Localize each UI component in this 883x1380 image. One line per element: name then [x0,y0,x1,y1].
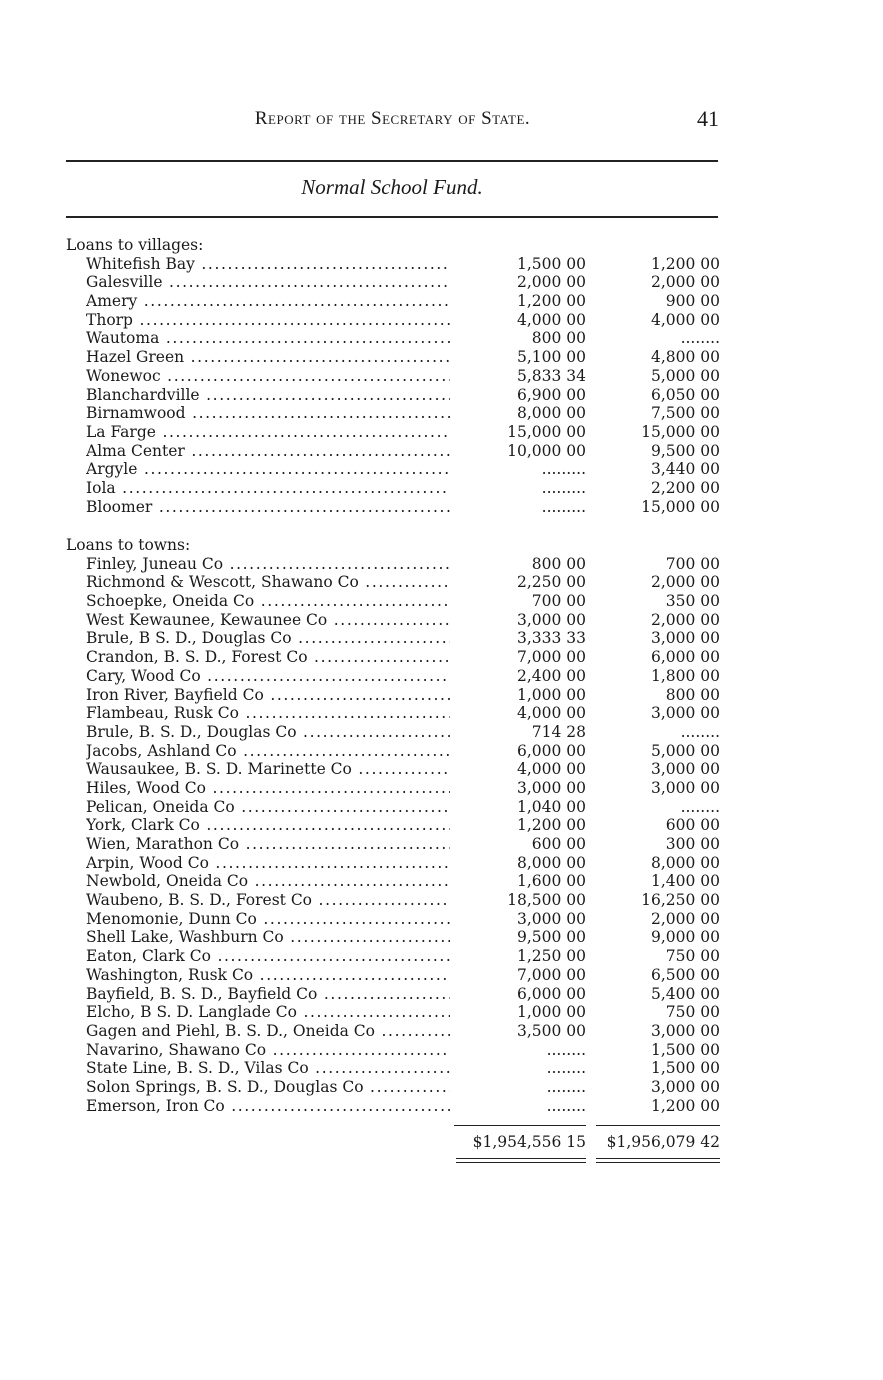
amount-column-1: 8,000 00 [516,404,586,423]
amount-column-2: 6,500 00 [650,965,720,984]
amount-column-2: 750 00 [665,947,720,966]
loan-name: Amery ..... [86,292,450,311]
table-row [66,760,718,779]
amount-column-2: 2,200 00 [650,478,720,497]
table-row [66,891,718,910]
loan-name: Crandon, B. S. D., Forest Co ..... [86,648,450,667]
loan-name: Eaton, Clark Co ..... [86,947,450,966]
amount-column-1: 1,000 00 [516,1003,586,1022]
loan-name: Bloomer ..... [86,498,450,517]
loan-name: Schoepke, Oneida Co ..... [86,592,450,611]
loan-name: Wausaukee, B. S. D. Marinette Co ..... [86,760,450,779]
table-row [66,367,718,386]
amount-column-2: 1,200 00 [650,254,720,273]
amount-column-1: 1,250 00 [516,947,586,966]
loan-name: Thorp ..... [86,311,450,330]
title-rule [66,216,718,218]
amount-column-1: 714 28 [531,722,586,741]
loan-name: Solon Springs, B. S. D., Douglas Co ..... [86,1078,450,1097]
amount-column-2: 6,050 00 [650,385,720,404]
loan-name: Waubeno, B. S. D., Forest Co ..... [86,891,450,910]
page-number: 41 [697,106,719,131]
amount-column-2: 7,500 00 [650,404,720,423]
loan-name: Brule, B. S. D., Douglas Co ..... [86,723,450,742]
towns-loan-table [66,536,718,1115]
loan-name: York, Clark Co ..... [86,816,450,835]
amount-column-1: 6,000 00 [516,741,586,760]
loan-name: Wien, Marathon Co ..... [86,835,450,854]
amount-column-1: 1,500 00 [516,254,586,273]
table-row [66,404,718,423]
amount-column-1: 7,000 00 [516,965,586,984]
amount-column-1: ......... [541,460,586,479]
section-title: Normal School Fund. [301,175,483,199]
amount-column-1: ........ [546,1059,586,1078]
amount-column-2: 300 00 [665,835,720,853]
loan-name: Hiles, Wood Co ..... [86,779,450,798]
amount-column-2: 2,000 00 [650,909,720,928]
amount-column-1: ........ [546,1040,586,1059]
amount-column-2: 3,000 00 [650,760,720,779]
amount-column-1: ........ [546,1096,586,1115]
table-row [66,555,718,574]
amount-column-1: 1,040 00 [516,797,586,816]
running-title: Report of the Secretary of State. [254,108,531,129]
table-row [66,479,718,498]
amount-column-1: 2,250 00 [516,573,586,592]
amount-column-1: 700 00 [531,592,586,611]
amount-column-1: 800 00 [531,329,586,348]
table-row [66,1022,718,1041]
loan-name: Newbold, Oneida Co ..... [86,872,450,891]
loan-name: Brule, B S. D., Douglas Co ..... [86,629,450,648]
amount-column-2: 4,800 00 [650,348,720,367]
amount-column-2: 3,000 00 [650,1021,720,1040]
loan-name: Bayfield, B. S. D., Bayfield Co ..... [86,985,450,1004]
table-row [66,460,718,479]
table-row [66,273,718,292]
loan-name: Navarino, Shawano Co ..... [86,1041,450,1060]
amount-column-2: 3,000 00 [650,704,720,723]
loan-name: Iola ..... [86,479,450,498]
table-row [66,966,718,985]
total-column-1: $1,954,556 15 [472,1133,586,1151]
table-row [66,910,718,929]
table-row [66,816,718,835]
amount-column-1: 2,400 00 [516,666,586,685]
loan-name: Washington, Rusk Co ..... [86,966,450,985]
amount-column-1: 9,500 00 [516,928,586,947]
amount-column-2: 3,000 00 [650,629,720,648]
loan-name: Finley, Juneau Co ..... [86,555,450,574]
amount-column-2: 1,200 00 [650,1096,720,1115]
table-row [66,1078,718,1097]
amount-column-2: 900 00 [665,292,720,311]
amount-column-1: ......... [541,497,586,516]
table-row [66,629,718,648]
loan-name: Whitefish Bay ..... [86,255,450,274]
amount-column-1: 5,833 34 [516,366,586,385]
loan-name: Shell Lake, Washburn Co ..... [86,928,450,947]
table-row [66,779,718,798]
amount-column-2: 8,000 00 [650,853,720,872]
totals-row [66,1133,718,1155]
sum-rule-column-1 [454,1125,586,1126]
table-row [66,648,718,667]
loan-name: La Farge ..... [86,423,450,442]
amount-column-2: 350 00 [665,592,720,611]
table-row [66,798,718,817]
sum-rule-column-2 [596,1125,720,1126]
amount-column-1: ......... [541,478,586,497]
amount-column-1: ........ [546,1077,586,1096]
amount-column-2: 1,500 00 [650,1040,720,1059]
amount-column-1: 1,200 00 [516,292,586,311]
loan-name: Pelican, Oneida Co ..... [86,798,450,817]
amount-column-1: 4,000 00 [516,310,586,329]
loan-name: Birnamwood ..... [86,404,450,423]
table-row [66,311,718,330]
table-row [66,704,718,723]
amount-column-1: 10,000 00 [507,441,586,460]
loan-name: Emerson, Iron Co ..... [86,1097,450,1116]
amount-column-1: 7,000 00 [516,648,586,667]
loan-name: Richmond & Wescott, Shawano Co ..... [86,573,450,592]
loan-name: Iron River, Bayfield Co ..... [86,686,450,705]
table-row [66,1003,718,1022]
table-row [66,947,718,966]
loan-name: Cary, Wood Co ..... [86,667,450,686]
amount-column-2: 5,400 00 [650,984,720,1003]
amount-column-2: ........ [680,797,720,816]
table-row [66,985,718,1004]
amount-column-2: 3,000 00 [650,1077,720,1096]
loan-name: Gagen and Piehl, B. S. D., Oneida Co ..... [86,1022,450,1041]
amount-column-1: 6,900 00 [516,385,586,404]
villages-loan-table [66,236,718,516]
amount-column-2: 1,500 00 [650,1059,720,1078]
table-row [66,928,718,947]
amount-column-2: 1,400 00 [650,872,720,891]
loan-name: Flambeau, Rusk Co ..... [86,704,450,723]
amount-column-2: 15,000 00 [641,497,720,516]
amount-column-2: 2,000 00 [650,610,720,629]
amount-column-2: 2,000 00 [650,273,720,292]
amount-column-2: 750 00 [665,1003,720,1022]
amount-column-2: ........ [680,329,720,348]
amount-column-2: 3,440 00 [650,460,720,479]
amount-column-2: 5,000 00 [650,741,720,760]
table-row [66,835,718,854]
table-row [66,573,718,592]
amount-column-2: 6,000 00 [650,648,720,667]
table-row [66,498,718,517]
table-row [66,1059,718,1078]
amount-column-2: 4,000 00 [650,310,720,329]
amount-column-1: 4,000 00 [516,760,586,779]
table-row [66,723,718,742]
amount-column-1: 1,000 00 [516,685,586,704]
table-row [66,442,718,461]
amount-column-1: 3,000 00 [516,778,586,797]
table-row [66,292,718,311]
amount-column-1: 2,000 00 [516,273,586,292]
amount-column-2: 2,000 00 [650,573,720,592]
amount-column-1: 3,500 00 [516,1021,586,1040]
amount-column-1: 18,500 00 [507,891,586,910]
table-row [66,872,718,891]
loan-name: West Kewaunee, Kewaunee Co ..... [86,611,450,630]
amount-column-2: 3,000 00 [650,778,720,797]
amount-column-2: 800 00 [665,685,720,704]
table-row [66,423,718,442]
loan-name: Arpin, Wood Co ..... [86,854,450,873]
amount-column-2: 5,000 00 [650,366,720,385]
amount-column-1: 3,333 33 [516,629,586,648]
double-rule-column-1 [456,1158,586,1163]
amount-column-1: 6,000 00 [516,984,586,1003]
total-column-2: $1,956,079 42 [606,1133,720,1151]
amount-column-1: 3,000 00 [516,909,586,928]
table-row [66,348,718,367]
amount-column-1: 3,000 00 [516,610,586,629]
loan-name: Wautoma ..... [86,329,450,348]
amount-column-1: 1,600 00 [516,872,586,891]
table-row [66,329,718,348]
loan-name: Jacobs, Ashland Co ..... [86,742,450,761]
loan-name: Hazel Green ..... [86,348,450,367]
amount-column-1: 800 00 [531,554,586,573]
table-row [66,686,718,705]
loan-name: Blanchardville ..... [86,386,450,405]
amount-column-2: 700 00 [665,554,720,573]
double-rule-column-2 [596,1158,720,1163]
table-row [66,255,718,274]
amount-column-1: 1,200 00 [516,816,586,835]
amount-column-1: 600 00 [531,835,586,853]
loan-name: State Line, B. S. D., Vilas Co ..... [86,1059,450,1078]
amount-column-2: 600 00 [665,816,720,835]
amount-column-2: 15,000 00 [641,422,720,441]
loan-name: Alma Center ..... [86,442,450,461]
towns-heading: Loans to towns: [66,536,191,554]
table-row [66,1097,718,1116]
loan-name: Menomonie, Dunn Co ..... [86,910,450,929]
amount-column-1: 4,000 00 [516,704,586,723]
loan-name: Wonewoc ..... [86,367,450,386]
header-rule [66,160,718,162]
loan-name: Elcho, B S. D. Langlade Co ..... [86,1003,450,1022]
villages-heading: Loans to villages: [66,236,204,254]
running-header [66,108,719,134]
amount-column-2: 9,500 00 [650,441,720,460]
table-row [66,742,718,761]
amount-column-2: 9,000 00 [650,928,720,947]
table-row [66,611,718,630]
amount-column-1: 5,100 00 [516,348,586,367]
table-row [66,854,718,873]
loan-name: Galesville ..... [86,273,450,292]
loan-name: Argyle ..... [86,460,450,479]
amount-column-1: 15,000 00 [507,422,586,441]
table-row [66,592,718,611]
table-row [66,667,718,686]
table-row [66,1041,718,1060]
amount-column-2: ........ [680,722,720,741]
amount-column-1: 8,000 00 [516,853,586,872]
amount-column-2: 1,800 00 [650,666,720,685]
table-row [66,386,718,405]
amount-column-2: 16,250 00 [641,891,720,910]
